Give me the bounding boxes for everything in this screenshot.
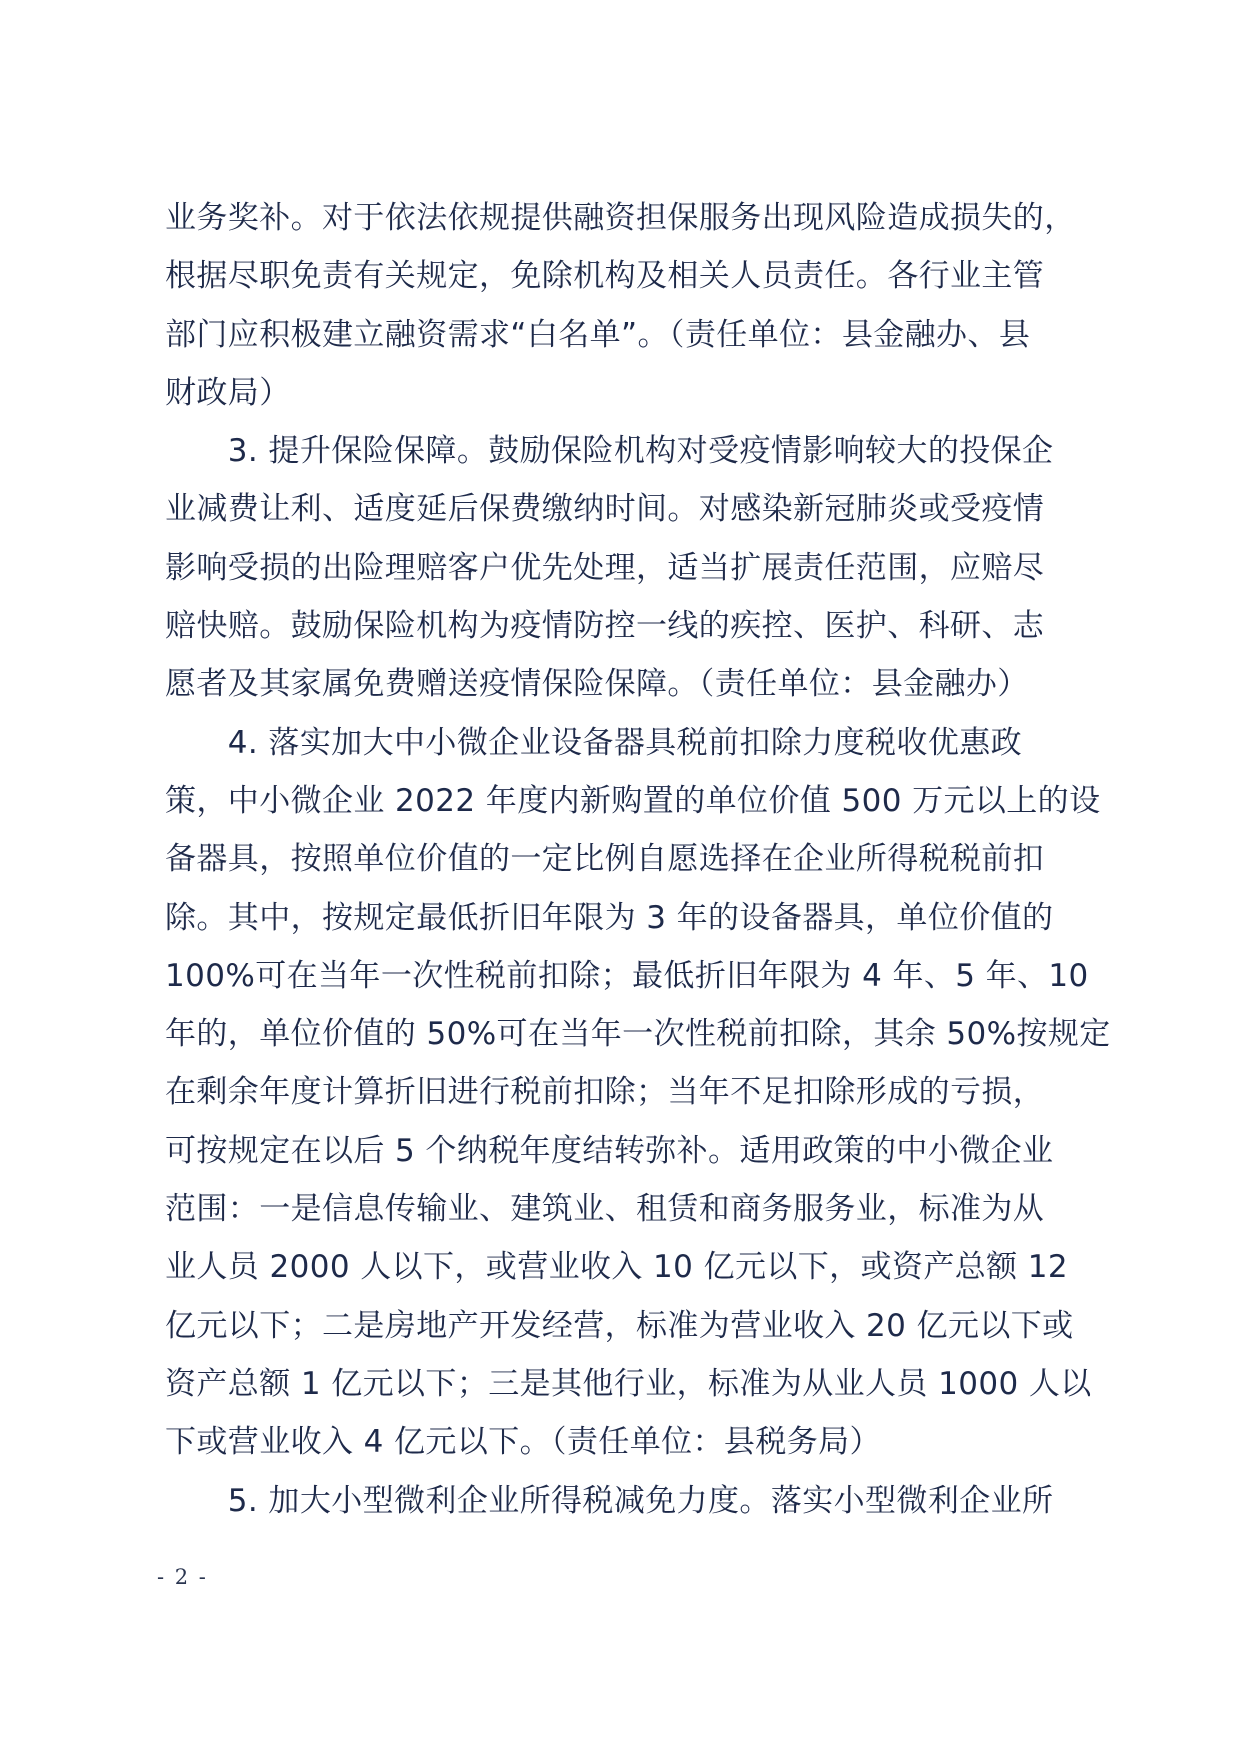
text-line: 范围：一是信息传输业、建筑业、租赁和商务服务业，标准为从 [165, 1191, 1045, 1228]
text-line: 部门应积极建立融资需求“白名单”。（责任单位：县金融办、县 [165, 316, 1031, 353]
text-line: 备器具，按照单位价值的一定比例自愿选择在企业所得税税前扣 [165, 841, 1045, 878]
text-line: 除。其中，按规定最低折旧年限为 3 年的设备器具，单位价值的 [165, 899, 1054, 936]
text-line: 影响受损的出险理赔客户优先处理，适当扩展责任范围，应赔尽 [165, 549, 1045, 586]
page-number: - 2 - [157, 1565, 208, 1589]
paragraph-4-start: 4. 落实加大中小微企业设备器具税前扣除力度税收优惠政 [165, 724, 1023, 761]
text-line: 财政局） [165, 374, 291, 411]
text-line: 可按规定在以后 5 个纳税年度结转弥补。适用政策的中小微企业 [165, 1132, 1054, 1169]
text-line: 100%可在当年一次性税前扣除；最低折旧年限为 4 年、5 年、10 [165, 957, 1089, 994]
text-line: 资产总额 1 亿元以下；三是其他行业，标准为从业人员 1000 人以 [165, 1365, 1092, 1402]
text-line: 愿者及其家属免费赠送疫情保险保障。（责任单位：县金融办） [165, 666, 1029, 703]
paragraph-3-start: 3. 提升保险保障。鼓励保险机构对受疫情影响较大的投保企 [165, 433, 1054, 470]
text-line: 业务奖补。对于依法依规提供融资担保服务出现风险造成损失的， [165, 200, 1076, 236]
text-line: 策，中小微企业 2022 年度内新购置的单位价值 500 万元以上的设 [165, 782, 1101, 819]
paragraph-5-start: 5. 加大小型微利企业所得税减免力度。落实小型微利企业所 [165, 1482, 1054, 1519]
text-line: 业减费让利、适度延后保费缴纳时间。对感染新冠肺炎或受疫情 [165, 491, 1045, 528]
text-line: 业人员 2000 人以下，或营业收入 10 亿元以下，或资产总额 12 [165, 1249, 1069, 1286]
text-line: 亿元以下；二是房地产开发经营，标准为营业收入 20 亿元以下或 [165, 1307, 1074, 1344]
text-line: 赔快赔。鼓励保险机构为疫情防控一线的疾控、医护、科研、志 [165, 608, 1045, 645]
text-line: 下或营业收入 4 亿元以下。（责任单位：县税务局） [165, 1424, 881, 1461]
text-line: 根据尽职免责有关规定，免除机构及相关人员责任。各行业主管 [165, 258, 1045, 295]
text-line: 年的，单位价值的 50%可在当年一次性税前扣除，其余 50%按规定 [165, 1016, 1111, 1053]
document-body [165, 189, 1111, 1530]
text-line: 在剩余年度计算折旧进行税前扣除；当年不足扣除形成的亏损， [165, 1074, 1045, 1111]
